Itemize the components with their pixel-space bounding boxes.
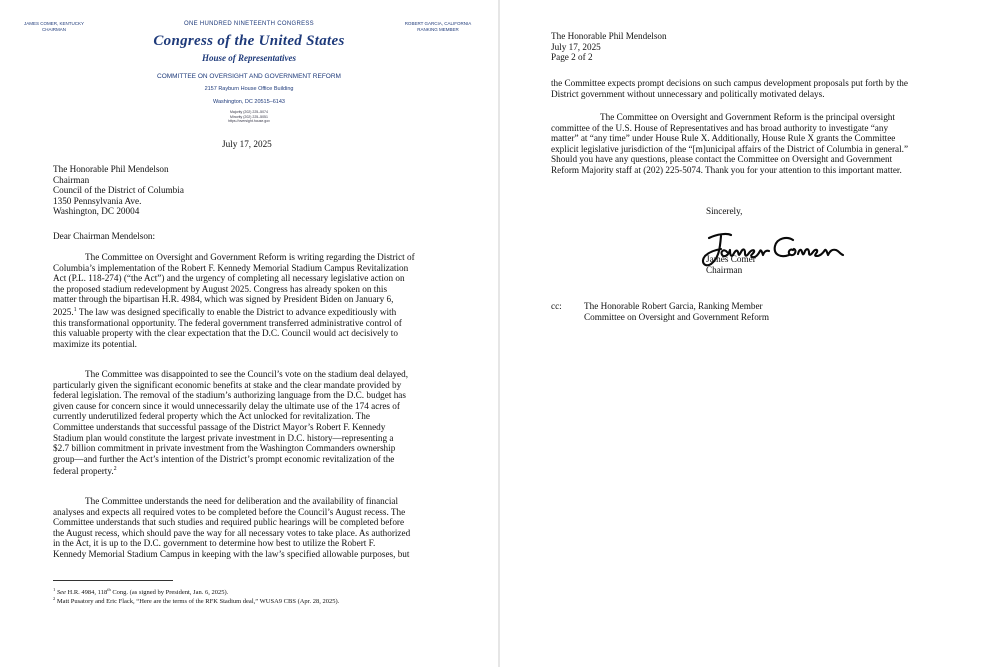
- paragraph-line: Stadium plan would constitute the largest private investment in D.C. history—representing a: [53, 432, 394, 443]
- congress-number: ONE HUNDRED NINETEENTH CONGRESS: [184, 21, 314, 27]
- committee-contacts: [100, 110, 398, 124]
- committee-address: 2157 Rayburn House Office Building: [204, 86, 294, 92]
- committee-name: COMMITTEE ON OVERSIGHT AND GOVERNMENT REFORM: [157, 73, 341, 80]
- paragraph-text: The law was designed specifically to enable the District to advance expeditiously with: [78, 307, 397, 318]
- paragraph-line: Committee understands that such studies and required public hearings will be completed before: [53, 517, 405, 528]
- recipient-line: Washington, DC 20004: [53, 206, 140, 217]
- recipient-line: The Honorable Phil Mendelson: [53, 164, 169, 174]
- paragraph-line: particularly given the significant economic benefits at stake and the clear mandate provided by: [53, 379, 402, 390]
- paragraph-line: the August recess, which should pave the way for all necessary votes to take place. As authorized: [53, 527, 411, 538]
- recipient-address: [53, 164, 184, 217]
- letter-date: July 17, 2025: [222, 139, 272, 149]
- paragraph-line: The Committee on Oversight and Government Reform is the principal oversight: [600, 112, 895, 122]
- paragraph-line: given cause for concern since it would unnecessarily delay the ultimate use of the 174 acres of: [53, 400, 400, 411]
- header-line: Page 2 of 2: [551, 52, 593, 63]
- letterhead-chairman: [14, 21, 94, 33]
- paragraph-line: The Committee on Oversight and Government Reform is writing regarding the District of: [85, 252, 415, 262]
- paragraph-line: Committee understands that successful passage of the District Mayor’s Robert F. Kennedy: [53, 421, 386, 432]
- paragraph-line: group—and further the Act’s intention of the District’s prompt economic revitalization of the: [53, 453, 395, 464]
- continuation-text: [551, 78, 951, 99]
- running-header: [551, 31, 667, 63]
- paragraph-line: Reform Majority staff at (202) 225-5074. Thank you for your attention to this important matter.: [551, 164, 902, 175]
- paragraph-3: [53, 496, 448, 560]
- paragraph-line: explicit legislative jurisdiction of the “[m]unicipal affairs of the District of Columbia in general.”: [551, 143, 909, 154]
- cc-line: The Honorable Robert Garcia, Ranking Member: [584, 301, 763, 311]
- footnote-separator: [53, 580, 173, 581]
- footnote-2: [53, 595, 339, 606]
- paragraph-line: The Committee understands the need for deliberation and the availability of financial: [85, 496, 399, 506]
- footnote-text: Matt Pusatory and Eric Flack, “Here are the terms of the RFK Stadium deal,” WUSA9 CBS (Apr. 28, 2025).: [56, 598, 340, 606]
- footnote-number: 2: [53, 596, 56, 601]
- paragraph-text: federal property.: [53, 466, 114, 477]
- paragraph-line: federal legislation. The removal of the stadium’s authorizing language from the D.C. budget has: [53, 390, 406, 401]
- letter-page-1: [0, 0, 498, 667]
- letter-page-2: [500, 0, 1000, 667]
- phone-majority: Majority (202) 225–5074: [230, 110, 268, 114]
- closing: Sincerely,: [706, 206, 743, 216]
- signature-block: [706, 254, 756, 275]
- ranking-member-title: RANKING MEMBER: [417, 27, 459, 32]
- ranking-member-name: ROBERT GARCIA, CALIFORNIA: [404, 21, 472, 26]
- recipient-line: 1350 Pennsylvania Ave.: [53, 195, 142, 206]
- paragraph-line: committee of the U.S. House of Representatives and has broad authority to investigate “any: [551, 122, 889, 133]
- paragraph-line: Should you have any questions, please contact the Committee on Oversight and Government: [551, 154, 893, 165]
- paragraph-line: the proposed stadium redevelopment by August 2025. Congress has already spoken on this: [53, 283, 388, 294]
- footnote-ref-2[interactable]: 2: [113, 466, 117, 473]
- paragraph-line: Columbia’s implementation of the Robert F. Kennedy Memorial Stadium Campus Revitalization: [53, 262, 409, 273]
- website: https://oversight.house.gov: [228, 119, 270, 123]
- footnote-ordinal: th: [107, 587, 111, 592]
- paragraph-line: $2.7 billion commitment in private investment from the Washington Commanders ownership: [53, 443, 396, 454]
- paragraph-line: analyses and expects all required votes to be completed before the Council’s August recess. The: [53, 506, 406, 517]
- cc-label: cc:: [551, 301, 562, 311]
- phone-minority: Minority (202) 225–5051: [230, 114, 268, 119]
- paragraph-line: in the Act, it is up to the D.C. government to determine how best to utilize the Robert F.: [53, 538, 376, 549]
- signer-title: Chairman: [706, 264, 743, 275]
- paragraph-line: maximize its potential.: [53, 338, 137, 349]
- cc-line: Committee on Oversight and Government Reform: [584, 311, 769, 322]
- paragraph-line-with-footnote: [53, 464, 448, 477]
- salutation: Dear Chairman Mendelson:: [53, 231, 156, 241]
- paragraph-line: this transformational opportunity. The federal government transferred administrative control of: [53, 317, 402, 328]
- house-title: House of Representatives: [202, 53, 296, 63]
- paragraph-2: [53, 369, 448, 477]
- paragraph-text: 2025.: [53, 307, 74, 318]
- paragraph-oversight: [551, 112, 951, 176]
- paragraph-line: Kennedy Memorial Stadium Campus in keeping with the law’s specified allowable purposes, but: [53, 548, 410, 559]
- signer-name: James Comer: [706, 254, 756, 264]
- committee-city-state: Washington, DC 20515–6143: [213, 99, 285, 105]
- paragraph-line: matter” at “any time” under House Rule X. Additionally, House Rule X grants the Committee: [551, 133, 896, 144]
- recipient-line: Chairman: [53, 174, 90, 185]
- paragraph-line: currently underutilized federal property which the Act unlocked for revitalization. The: [53, 411, 370, 422]
- paragraph-line: matter through the bipartisan H.R. 4984, which was signed by President Biden on January 6,: [53, 294, 394, 305]
- footnote-text: Cong. (as signed by President, Jan. 6, 2025).: [112, 589, 229, 597]
- footnote-signal: See: [56, 589, 66, 597]
- footnote-text: H.R. 4984, 118: [67, 589, 108, 597]
- letterhead-ranking-member: [398, 21, 478, 33]
- paragraph-1: [53, 252, 448, 349]
- footnote-number: 1: [53, 587, 56, 592]
- congress-title: Congress of the United States: [153, 33, 345, 49]
- paragraph-line: The Committee was disappointed to see the Council’s vote on the stadium deal delayed,: [85, 369, 409, 379]
- header-line: The Honorable Phil Mendelson: [551, 31, 667, 41]
- paragraph-line-with-footnote: [53, 305, 448, 318]
- header-line: July 17, 2025: [551, 41, 601, 52]
- paragraph-line: Act (P.L. 118-274) (“the Act”) and the urgency of completing all necessary legislative action on: [53, 273, 405, 284]
- recipient-line: Council of the District of Columbia: [53, 185, 184, 196]
- footnote-ref-1[interactable]: 1: [73, 306, 77, 313]
- chairman-name: JAMES COMER, KENTUCKY: [23, 21, 84, 26]
- paragraph-line: this valuable property with the clear expectation that the D.C. Council would act decisively to: [53, 328, 398, 339]
- paragraph-line: the Committee expects prompt decisions on such campus development proposals put forth by the: [551, 78, 908, 88]
- cc-recipients: [584, 301, 769, 322]
- chairman-title: CHAIRMAN: [41, 27, 66, 32]
- paragraph-line: District government without unnecessary and politically motivated delays.: [551, 88, 825, 99]
